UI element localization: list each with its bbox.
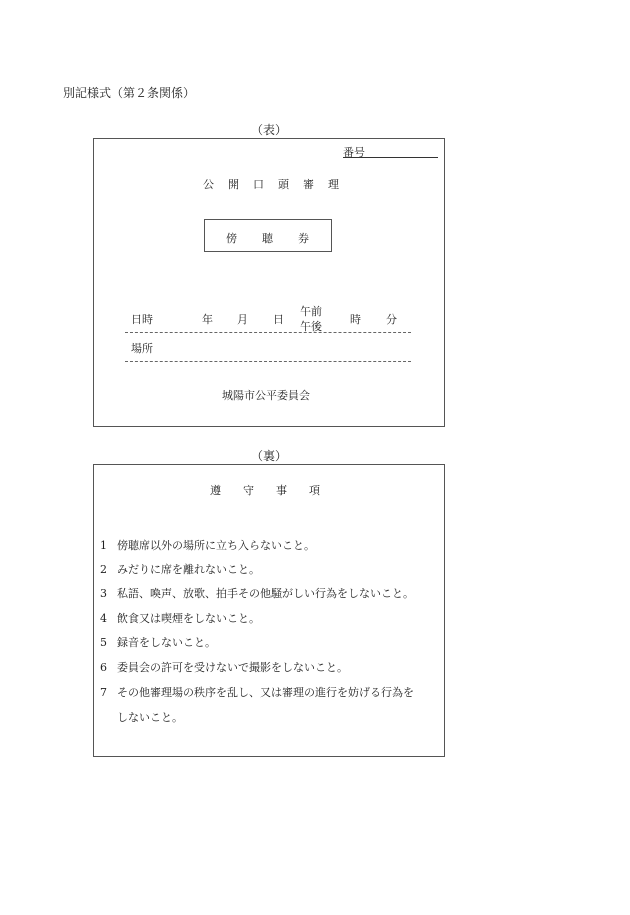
- front-title-char: 頭: [278, 178, 289, 191]
- issuer-name: 城陽市公平委員会: [222, 389, 310, 402]
- front-title-char: 理: [328, 178, 339, 191]
- ticket-title-char: 聴: [262, 232, 273, 245]
- rule-number: 1: [100, 539, 107, 552]
- front-side-label: （表）: [251, 123, 288, 137]
- rule-number: 7: [100, 686, 107, 699]
- day-label: 日: [273, 313, 284, 326]
- form-heading: 別記様式（第２条関係）: [63, 86, 196, 100]
- rule-number: 2: [100, 563, 107, 576]
- rule-text: みだりに席を離れないこと。: [117, 563, 260, 576]
- front-title-char: 口: [253, 178, 264, 191]
- rule-item: [100, 537, 315, 553]
- ticket-number-underline: [343, 157, 438, 158]
- rule-text: 私語、喚声、放歌、拍手その他騒がしい行為をしないこと。: [117, 587, 414, 600]
- datetime-dotted-line: [125, 332, 411, 333]
- rules-title-char: 事: [276, 484, 287, 497]
- rule-text: 傍聴席以外の場所に立ち入らないこと。: [117, 539, 315, 552]
- rule-text-continuation: しないこと。: [117, 711, 183, 724]
- front-title-char: 開: [228, 178, 239, 191]
- year-label: 年: [202, 313, 213, 326]
- rule-item: [100, 561, 260, 577]
- rule-number: 5: [100, 636, 107, 649]
- rule-item: [100, 610, 260, 626]
- minute-label: 分: [386, 313, 397, 326]
- rule-item-continuation: [100, 709, 183, 725]
- rule-text: 委員会の許可を受けないで撮影をしないこと。: [117, 661, 348, 674]
- rules-title-char: 項: [309, 484, 320, 497]
- rule-item: [100, 659, 348, 675]
- rule-item: [100, 684, 414, 700]
- front-title-char: 公: [203, 178, 214, 191]
- rule-item: [100, 585, 414, 601]
- ticket-number-label: 番号: [343, 146, 365, 159]
- rule-text: 録音をしないこと。: [117, 636, 216, 649]
- datetime-label: 日時: [131, 313, 153, 326]
- rule-number: 6: [100, 661, 107, 674]
- am-label: 午前: [300, 305, 322, 318]
- rule-number: 3: [100, 587, 107, 600]
- rule-number: 4: [100, 612, 107, 625]
- back-side-label: （裏）: [251, 449, 288, 463]
- place-dotted-line: [125, 361, 411, 362]
- hour-label: 時: [350, 313, 361, 326]
- pm-label: 午後: [300, 320, 322, 333]
- rule-text: 飲食又は喫煙をしないこと。: [117, 612, 260, 625]
- place-label: 場所: [131, 342, 153, 355]
- month-label: 月: [237, 313, 248, 326]
- rules-title-char: 遵: [210, 484, 221, 497]
- ticket-front-card: [93, 138, 445, 427]
- rule-item: [100, 634, 216, 650]
- ticket-title-char: 傍: [226, 232, 237, 245]
- rules-title-char: 守: [243, 484, 254, 497]
- ticket-title-char: 券: [298, 232, 309, 245]
- rule-text: その他審理場の秩序を乱し、又は審理の進行を妨げる行為を: [117, 686, 414, 699]
- front-title-char: 審: [303, 178, 314, 191]
